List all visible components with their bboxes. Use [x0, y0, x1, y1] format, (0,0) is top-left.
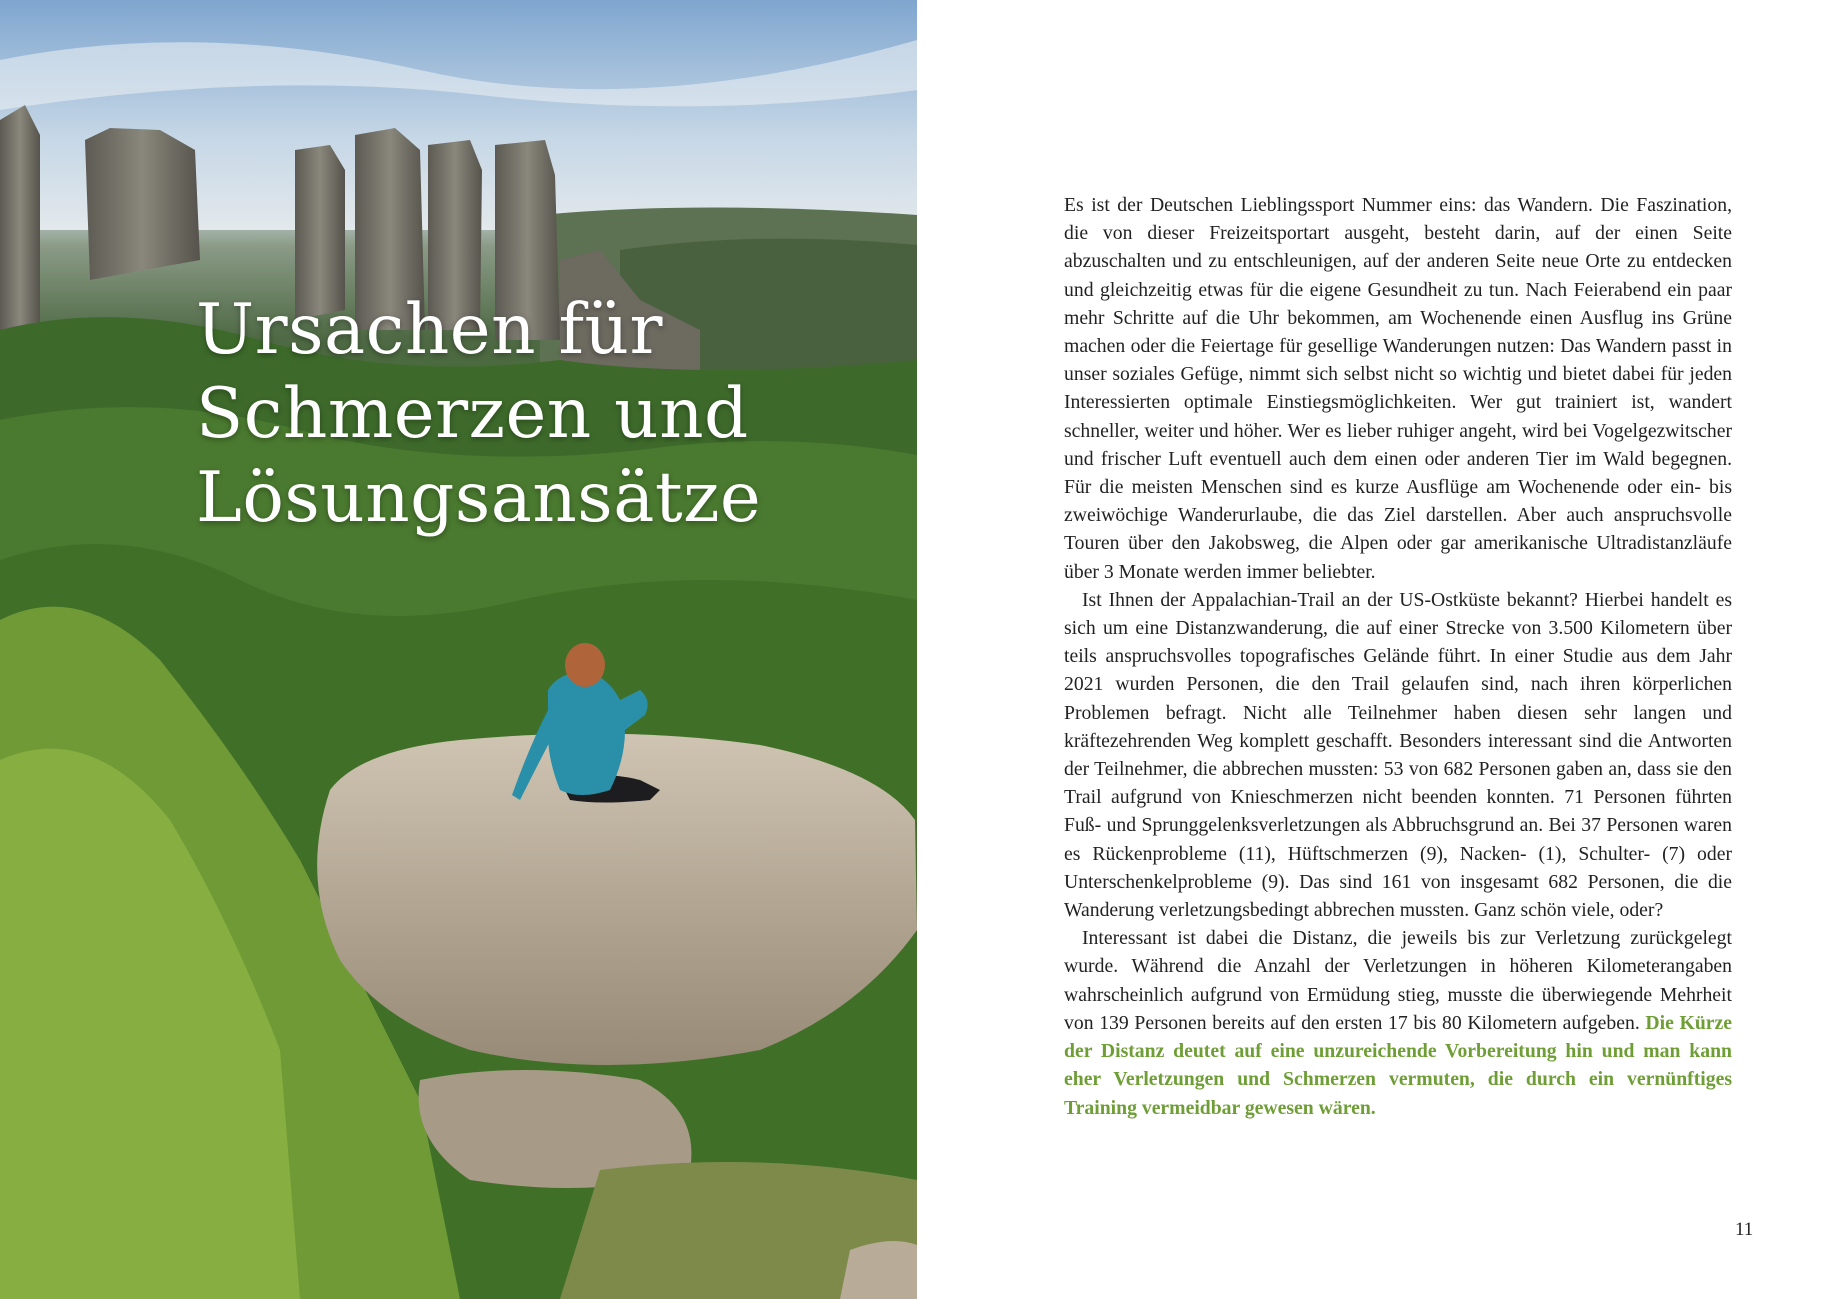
boulder: [840, 1241, 917, 1299]
rock-spire: [85, 128, 200, 280]
body-text: [1064, 191, 1732, 1122]
chapter-title: [196, 288, 762, 540]
chapter-title-line: Lösungsansätze: [196, 458, 762, 538]
chapter-title-line: Schmerzen und: [196, 374, 749, 454]
paragraph-text: Interessant ist dabei die Distanz, die jeweils bis zur Verletzung zurückgelegt wurde. Während die Anzahl der Verletzungen in höheren Kilometerangaben wahrscheinlich aufgrund von Ermüdung stieg, musste die überwiegende Mehrheit von 139 Personen bereits auf den ersten 17 bis 80 Kilometern aufgeben.: [1064, 927, 1732, 1034]
paragraph: Es ist der Deutschen Lieblingssport Nummer eins: das Wandern. Die Faszination, die von dieser Freizeitsportart ausgeht, besteht darin, auf der einen Seite abzuschalten und zu entschleunigen, auf der anderen Seite neue Orte zu entdecken und gleichzeitig etwas für die eigene Gesundheit zu tun. Nach Feierabend ein paar mehr Schritte auf die Uhr bekommen, am Wochenende einen Ausflug ins Grüne machen oder die Feiertage für gesellige Wanderungen nutzen: Das Wandern passt in unser soziales Gefüge, nimmt sich selbst nicht so wichtig und bietet dabei für jeden Interessierten optimale Einstiegsmöglichkeiten. Wer gut trainiert ist, wandert schneller, weiter und höher. Wer es lieber ruhiger angeht, wird bei Vogelgezwitscher und frischer Luft eventuell auch dem einen oder anderen Tier im Wald begegnen. Für die meisten Menschen sind es kurze Ausflüge am Wochenende oder ein- bis zweiwöchige Wanderurlaube, die das Ziel darstellen. Aber auch anspruchsvolle Touren über den Jakobsweg, die Alpen oder gar amerikanische Ultradistanzläufe über 3 Monate werden immer beliebter.: [1064, 194, 1732, 583]
chapter-title-line: Ursachen für: [196, 290, 663, 370]
page-number: 11: [1735, 1219, 1754, 1240]
paragraph: Ist Ihnen der Appalachian-Trail an der US-Ostküste bekannt? Hierbei handelt es sich um eine Distanzwanderung, die auf einer Strecke von 3.500 Kilometern über teils anspruchsvolles topografisches Gelände führt. In einer Studie aus dem Jahr 2021 wurden Personen, die den Trail gelaufen sind, nach ihren körperlichen Problemen befragt. Nicht alle Teilnehmer haben diesen sehr langen und kräftezehrenden Weg komplett geschafft. Besonders interessant sind die Antworten der Teilnehmer, die abbrechen mussten: 53 von 682 Personen gaben an, dass sie den Trail aufgrund von Knieschmerzen nicht beenden konnten. 71 Personen führten Fuß- und Sprunggelenksverletzungen als Abbruchsgrund an. Bei 37 Personen waren es Rückenprobleme (11), Hüftschmerzen (9), Nacken- (1), Schulter- (7) oder Unterschenkelprobleme (9). Das sind 161 von insgesamt 682 Personen, die die Wanderung verletzungsbedingt abbrechen mussten. Ganz schön viele, oder?: [1064, 588, 1732, 922]
paragraph-with-highlight: [1064, 924, 1732, 1121]
highlight-text: Die Kürze der Distanz deutet auf eine unzureichende Vorbereitung hin und man kann eher Verletzungen und Schmerzen vermuten, die durch ein vernünftiges Training vermeidbar gewesen wären.: [1064, 1011, 1732, 1119]
text-page: [917, 0, 1831, 1299]
rock-spire: [0, 105, 40, 360]
